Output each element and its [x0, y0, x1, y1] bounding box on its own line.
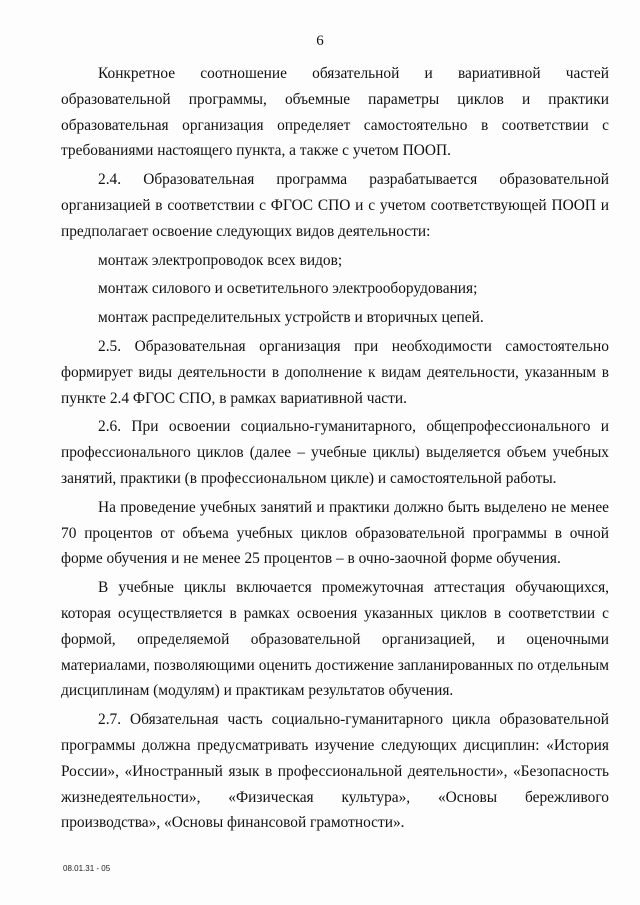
document-body — [61, 61, 609, 836]
paragraph-attestation: В учебные циклы включается промежуточная аттестация обучающихся, которая осуществляется в рамках освоения указанных циклов в соответствии с формой, определяемой образовательной организацией, и оценочными материалами, позволяющими оценить достижение запланированных по отдельным дисциплинам (модулям) и практикам результатов обучения. — [61, 579, 609, 700]
paragraph-2-5: 2.5. Образовательная организация при необходимости самостоятельно формирует виды деятельности в дополнение к видам деятельности, указанным в пункте 2.4 ФГОС СПО, в рамках вариативной части. — [61, 337, 609, 407]
paragraph-2-6: 2.6. При освоении социально-гуманитарного, общепрофессионального и профессионального циклов (далее – учебные циклы) выделяется объем учебных занятий, практики (в профессиональном цикле) и самостоятельной работы. — [61, 418, 609, 487]
list-item-activity-2: монтаж силового и осветительного электрооборудования; — [98, 280, 478, 298]
list-item-activity-1: монтаж электропроводок всех видов; — [98, 251, 343, 269]
footer-code: 08.01.31 - 05 — [63, 864, 111, 873]
list-item-activity-3: монтаж распределительных устройств и вторичных цепей. — [98, 309, 484, 327]
paragraph-2-4: 2.4. Образовательная программа разрабатывается образовательной организацией в соответствии с ФГОС СПО и с учетом соответствующей ПООП и предполагает освоение следующих видов деятельности: — [61, 171, 609, 240]
page-number: 6 — [316, 33, 324, 49]
paragraph-2-7: 2.7. Обязательная часть социально-гуманитарного цикла образовательной программы должна предусматривать изучение следующих дисциплин: «История России», «Иностранный язык в профессиональной деятельности», «Безопасность жизнедеятельности», «Физическая культура», «Основы бережливого производства», «Основы финансовой грамотности». — [61, 711, 609, 832]
paragraph-ratio: Конкретное соотношение обязательной и вариативной частей образовательной программы, объемные параметры циклов и практики образовательная организация определяет самостоятельно в соответствии с требованиями настоящего пункта, а также с учетом ПООП. — [61, 65, 609, 160]
paragraph-hours: На проведение учебных занятий и практики должно быть выделено не менее 70 процентов от объема учебных циклов образовательной программы в очной форме обучения и не менее 25 процентов – в очно-заочной форме обучения. — [61, 498, 609, 568]
